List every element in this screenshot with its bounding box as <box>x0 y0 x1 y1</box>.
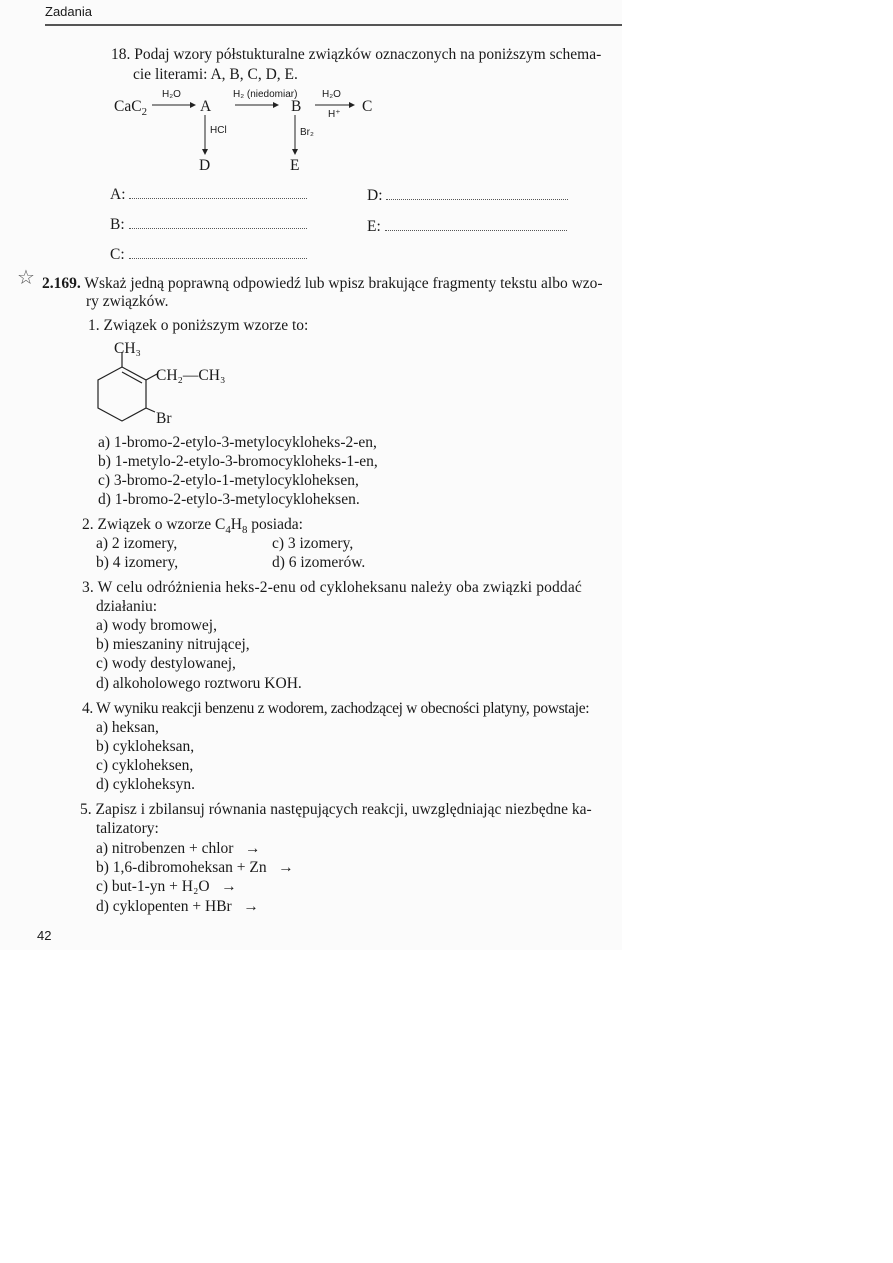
formula-ch2ch3: CH₂—CH₃ <box>156 367 226 384</box>
q4-text: 4. W wyniku reakcji benzenu z wodorem, zachodzącej w obecności platyny, powstaje: <box>82 700 590 717</box>
q2-option-d[interactable]: d) 6 izomerów. <box>272 554 366 571</box>
q2-option-a[interactable]: a) 2 izomery, <box>96 535 178 552</box>
compound-A: A <box>200 98 212 115</box>
header-rule <box>45 24 622 26</box>
q4-option-a[interactable]: a) heksan, <box>96 719 159 736</box>
q1-option-b[interactable]: b) 1-metylo-2-etylo-3-bromocykloheks-1-en, <box>98 453 378 470</box>
answer-B[interactable]: B: <box>110 215 307 234</box>
arrow3-top-label: H₂O <box>322 89 341 100</box>
answer-E[interactable]: E: <box>367 217 567 236</box>
q2-option-c[interactable]: c) 3 izomery, <box>272 535 354 552</box>
arrow1-label: H₂O <box>162 89 181 100</box>
q5-option-d[interactable]: d) cyklopenten + HBr → <box>96 898 259 915</box>
compound-C: C <box>362 98 373 115</box>
cyclohexene-ring-icon <box>95 352 160 422</box>
scheme-start: CaC$_2$ <box>114 98 147 119</box>
down-arrow2-label: Br₂ <box>300 127 314 138</box>
answer-A[interactable]: A: <box>110 185 307 204</box>
q3-option-d[interactable]: d) alkoholowego roztworu KOH. <box>96 675 302 692</box>
q4-option-b[interactable]: b) cykloheksan, <box>96 738 195 755</box>
q4-option-c[interactable]: c) cykloheksen, <box>96 757 194 774</box>
arrow3-bottom-label: H⁺ <box>328 109 341 120</box>
down-arrow1-icon <box>200 115 210 155</box>
formula-br: Br <box>156 410 172 427</box>
arrow2-icon <box>235 100 279 110</box>
q4-option-d[interactable]: d) cykloheksyn. <box>96 776 196 793</box>
compound-E: E <box>290 157 300 174</box>
task2169-line2: ry związków. <box>86 293 169 310</box>
arrow1-icon <box>152 100 196 110</box>
arrow2-label: H₂ (niedomiar) <box>233 89 298 100</box>
compound-D: D <box>199 157 211 174</box>
q1-option-c[interactable]: c) 3-bromo-2-etylo-1-metylocykloheksen, <box>98 472 359 489</box>
q2-text: 2. Związek o wzorze $C_4H_8$ posiada: <box>82 516 303 537</box>
task18-line1: 18. Podaj wzory półstukturalne związków oznaczonych na poniższym schema- <box>111 46 602 63</box>
q3-line2: działaniu: <box>96 598 158 615</box>
task18-line2: cie literami: A, B, C, D, E. <box>133 66 298 83</box>
q5-option-c[interactable]: c) but-1-yn + H₂O → <box>96 878 237 895</box>
q3-line1: 3. W celu odróżnienia heks-2-enu od cykloheksanu należy oba związki poddać <box>82 579 582 596</box>
q5-line1: 5. Zapisz i zbilansuj równania następujących reakcji, uwzględniając niezbędne ka- <box>80 801 592 818</box>
task2169-line1: 2.169. Wskaż jedną poprawną odpowiedź lub wpisz brakujące fragmenty tekstu albo wzo- <box>42 275 603 292</box>
q2-option-b[interactable]: b) 4 izomery, <box>96 554 179 571</box>
page-number: 42 <box>37 928 52 943</box>
q3-option-b[interactable]: b) mieszaniny nitrującej, <box>96 636 250 653</box>
q5-line2: talizatory: <box>96 820 159 837</box>
q1-text: 1. Związek o poniższym wzorze to: <box>88 317 309 334</box>
star-icon: ☆ <box>17 265 35 289</box>
q3-option-a[interactable]: a) wody bromowej, <box>96 617 217 634</box>
compound-B: B <box>291 98 302 115</box>
q5-option-a[interactable]: a) nitrobenzen + chlor → <box>96 840 261 857</box>
q1-option-d[interactable]: d) 1-bromo-2-etylo-3-metylocykloheksen. <box>98 491 360 508</box>
q1-option-a[interactable]: a) 1-bromo-2-etylo-3-metylocykloheks-2-en, <box>98 434 377 451</box>
down-arrow2-icon <box>290 115 300 155</box>
section-header: Zadania <box>45 4 92 19</box>
formula-ch3: CH₃ <box>114 340 141 357</box>
answer-C[interactable]: C: <box>110 245 307 264</box>
answer-D[interactable]: D: <box>367 186 568 205</box>
q5-option-b[interactable]: b) 1,6-dibromoheksan + Zn → <box>96 859 294 876</box>
q3-option-c[interactable]: c) wody destylowanej, <box>96 655 236 672</box>
down-arrow1-label: HCl <box>210 125 227 136</box>
